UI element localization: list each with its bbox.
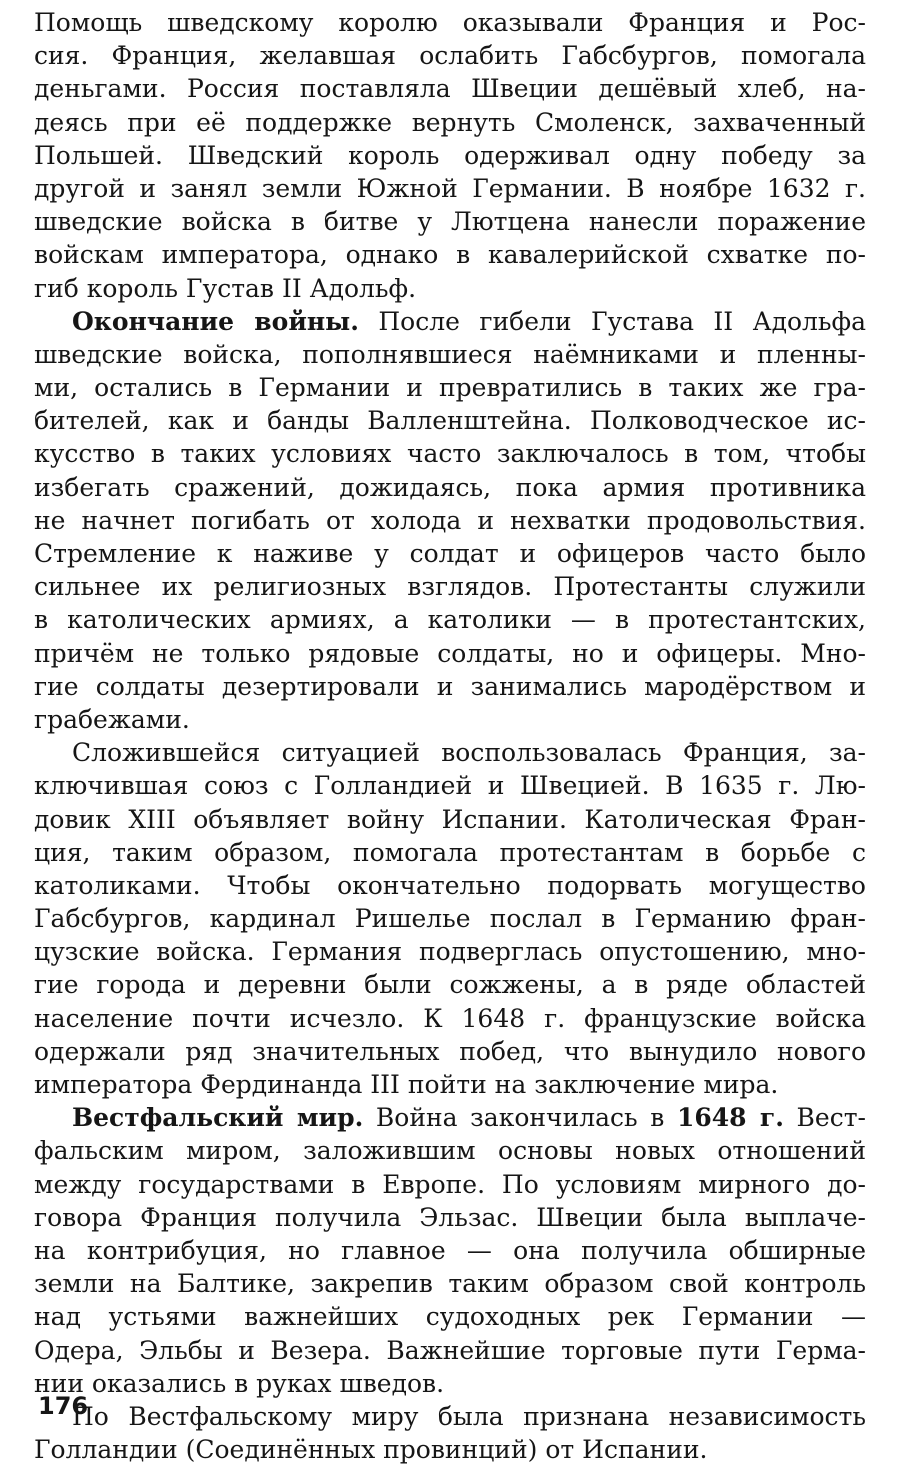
text-line	[34, 305, 866, 338]
page-number: 176	[38, 1392, 89, 1420]
paragraph	[34, 6, 866, 305]
paragraph	[34, 736, 866, 1101]
text-line: довик XIII объявляет войну Испании. Католическая Фран-	[34, 804, 866, 834]
text-line: говора Франция получила Эльзас. Швеции была выплаче-	[34, 1202, 866, 1232]
text-line: ция, таким образом, помогала протестантам в борьбе с	[34, 837, 866, 867]
text-line: гиб король Густав II Адольф.	[34, 273, 417, 303]
text-run: Вест-	[783, 1103, 866, 1133]
paragraph	[34, 1101, 866, 1400]
text-line: одержали ряд значительных побед, что вынудило нового	[34, 1036, 866, 1066]
text-line: деньгами. Россия поставляла Швеции дешёвый хлеб, на-	[34, 74, 866, 104]
text-line: шведские войска, пополнявшиеся наёмниками и пленны-	[34, 339, 866, 369]
text-line: шведские войска в битве у Лютцена нанесли поражение	[34, 207, 866, 237]
text-line: сильнее их религиозных взглядов. Протестанты служили	[34, 572, 866, 602]
text-line: не начнет погибать от холода и нехватки продовольствия.	[34, 505, 866, 535]
text-line: сия. Франция, желавшая ослабить Габсбургов, помогала	[34, 41, 866, 71]
text-line: Одера, Эльбы и Везера. Важнейшие торговые пути Герма-	[34, 1335, 866, 1365]
text-line: цузские войска. Германия подверглась опустошению, мно-	[34, 937, 866, 967]
text-line: население почти исчезло. К 1648 г. французские войска	[34, 1003, 866, 1033]
text-line: кусство в таких условиях часто заключалось в том, чтобы	[34, 439, 866, 469]
text-line: в католических армиях, а католики — в протестантских,	[34, 605, 866, 635]
book-page	[34, 6, 866, 1466]
text-line: другой и занял земли Южной Германии. В ноябре 1632 г.	[34, 173, 866, 203]
text-line: фальским миром, заложившим основы новых отношений	[34, 1136, 866, 1166]
text-line: По Вестфальскому миру была признана независимость	[72, 1401, 866, 1431]
text-line: Стремление к наживе у солдат и офицеров часто было	[34, 539, 866, 568]
bold-date: 1648 г.	[676, 1103, 784, 1133]
text-line: Сложившейся ситуацией воспользовалась Франция, за-	[72, 738, 866, 768]
text-line: на контрибуция, но главное — она получила обширные	[34, 1235, 866, 1265]
text-line: бителей, как и банды Валленштейна. Полководческое ис-	[34, 406, 866, 436]
text-line: деясь при её поддержке вернуть Смоленск, захваченный	[34, 107, 866, 137]
section-heading: Вестфальский мир.	[72, 1103, 364, 1133]
text-line: ключившая союз с Голландией и Швецией. В 1635 г. Лю-	[34, 771, 866, 801]
text-line: избегать сражений, дожидаясь, пока армия противника	[34, 472, 866, 502]
text-line: причём не только рядовые солдаты, но и офицеры. Мно-	[34, 638, 866, 668]
text-line: гие солдаты дезертировали и занимались мародёрством и	[34, 671, 866, 701]
paragraph	[34, 305, 866, 736]
text-line: Польшей. Шведский король одерживал одну победу за	[34, 140, 866, 170]
text-line: императора Фердинанда III пойти на заключение мира.	[34, 1070, 779, 1099]
text-line	[34, 1101, 866, 1134]
text-line: земли на Балтике, закрепив таким образом свой контроль	[34, 1269, 866, 1299]
text-run: Война закончилась в	[363, 1103, 677, 1133]
text-line: Помощь шведскому королю оказывали Франция и Рос-	[34, 8, 866, 37]
text-line: войскам императора, однако в кавалерийской схватке по-	[34, 240, 866, 270]
text-line: грабежами.	[34, 704, 190, 734]
text-line: между государствами в Европе. По условиям мирного до-	[34, 1169, 866, 1199]
text-run: После гибели Густава II Адольфа	[358, 306, 866, 336]
text-line: над устьями важнейших судоходных рек Германии —	[34, 1302, 866, 1332]
text-line: католиками. Чтобы окончательно подорвать могущество	[34, 870, 866, 900]
text-line: нии оказались в руках шведов.	[34, 1368, 445, 1398]
text-line: Голландии (Соединённых провинций) от Испании.	[34, 1435, 708, 1465]
paragraph	[34, 1400, 866, 1466]
section-heading: Окончание войны.	[72, 306, 359, 336]
text-line: Габсбургов, кардинал Ришелье послал в Германию фран-	[34, 904, 866, 934]
text-line: гие города и деревни были сожжены, а в ряде областей	[34, 970, 866, 1000]
text-line: ми, остались в Германии и превратились в таких же гра-	[34, 373, 866, 403]
